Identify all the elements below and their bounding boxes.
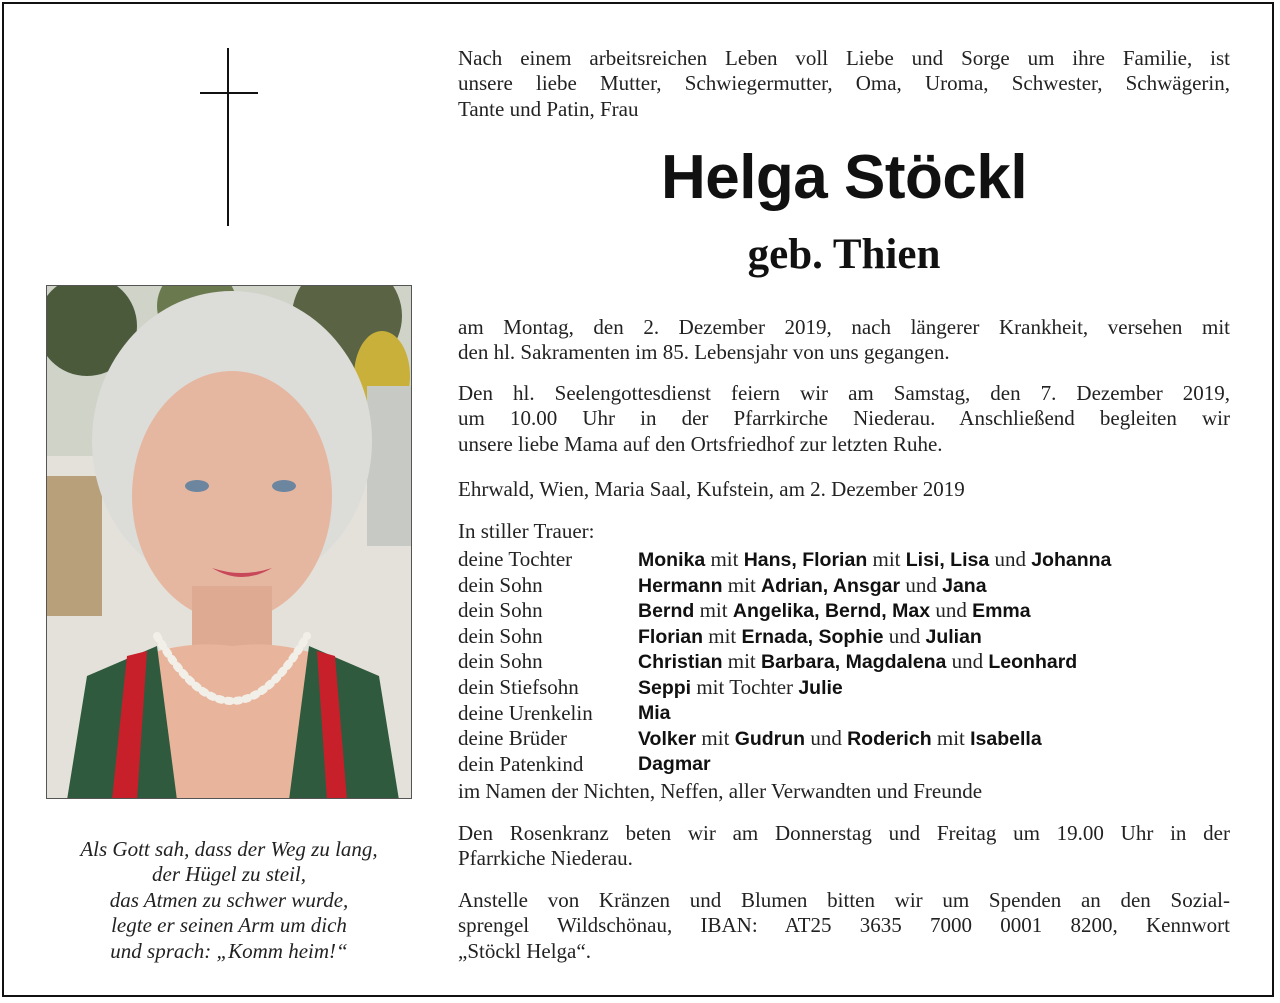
text-line: „Stöckl Helga“. [458,938,591,963]
mourner-name: Barbara, Magdalena [761,651,947,674]
mourner-relation: dein Sohn [458,623,543,648]
birth-name: geb. Thien [747,231,941,278]
mourner-relation: dein Patenkind [458,751,584,776]
mourner-names [638,573,987,600]
mourner-row [458,649,1230,675]
text-line: unsere liebe Mama auf den Ortsfriedhof zur letzten Ruhe. [458,431,943,456]
mourner-names [638,701,671,727]
mourner-name: Isabella [970,728,1042,751]
text-line: sprengel Wildschönau, IBAN: AT25 3635 7000 0001 8200, Kennwort [458,913,1230,938]
mourner-relation: dein Stiefsohn [458,674,579,699]
death-notice [458,315,1230,366]
mourner-connector: und [989,547,1032,571]
mourner-name: Ernada, Sophie [741,625,884,648]
mourner-names [638,624,982,651]
mourner-connector: mit [696,726,735,751]
mourner-name: Roderich [847,728,932,751]
text-line: am Montag, den 2. Dezember 2019, nach längerer Krankheit, versehen mit [458,315,1230,339]
funeral-info [458,381,1230,457]
mourner-row [458,752,1230,778]
mourner-name: Emma [972,600,1031,623]
mourner-connector: und [946,649,989,674]
donation-info [458,888,1230,964]
mourner-connector: mit [694,598,733,623]
mourner-name: Adrian, Ansgar [761,574,901,597]
text-line: Tante und Patin, Frau [458,96,639,121]
mourner-name: Monika [638,549,706,571]
mourner-name: Bernd [638,600,695,623]
mourner-row [458,701,1230,727]
mourner-names [638,649,1077,676]
text-line: Nach einem arbeitsreichen Leben voll Liebe und Sorge um ihre Familie, ist [458,46,1230,70]
mourner-connector: mit [931,726,971,751]
poem-line: und sprach: „Komm heim!“ [110,938,348,963]
text-line: Anstelle von Kränzen und Blumen bitten wir um Spenden an den Sozial- [458,888,1230,912]
place-date: Ehrwald, Wien, Maria Saal, Kufstein, am 2. Dezember 2019 [458,477,965,501]
mourner-relation: dein Sohn [458,649,543,674]
mourner-connector: mit [722,572,762,597]
mourner-name: Angelika, Bernd, Max [732,600,931,623]
mourner-row [458,598,1230,624]
mourner-name: Florian [638,625,704,648]
mourner-name: Lisi, Lisa [905,549,990,571]
memorial-poem [34,837,424,964]
mourner-relation: dein Sohn [458,572,543,597]
text-line: den hl. Sakramenten im 85. Lebensjahr von uns gegangen. [458,340,950,365]
mourner-row [458,624,1230,650]
text-line: Den Rosenkranz beten wir am Donnerstag und Freitag um 19.00 Uhr in der [458,821,1230,845]
mourners-list [458,547,1230,777]
deceased-name: Helga Stöckl [660,143,1028,212]
closing-line: im Namen der Nichten, Neffen, aller Verwandten und Freunde [458,779,983,803]
mourner-name: Dagmar [638,752,711,775]
mourner-names [638,598,1031,625]
mourner-relation: deine Tochter [458,547,573,571]
mourner-names [638,752,711,778]
mourner-name: Hans, Florian [743,549,868,571]
mourner-name: Seppi [638,676,692,699]
intro-text [458,46,1230,122]
mourner-name: Christian [638,651,723,674]
mourner-connector: und [805,726,848,751]
mourner-name: Jana [942,574,987,597]
mourner-name: Julie [798,676,843,699]
mourner-connector: mit [705,547,744,571]
poem-line: das Atmen zu schwer wurde, [109,887,349,912]
mourner-row [458,726,1230,752]
mourner-connector: mit [722,649,762,674]
mourner-names [638,547,1111,574]
mourner-name: Volker [638,728,697,751]
poem-line: legte er seinen Arm um dich [111,913,347,938]
mourner-name: Hermann [638,574,723,597]
mourner-name: Leonhard [988,651,1078,674]
text-line: Den hl. Seelengottesdienst feiern wir am Samstag, den 7. Dezember 2019, [458,381,1230,405]
mourner-relation: deine Urenkelin [458,700,593,725]
mourner-name: Julian [925,625,982,648]
mourner-connector: und [930,598,973,623]
mourner-connector: mit [867,547,906,571]
mourner-connector: mit Tochter [691,674,799,699]
text-line: um 10.00 Uhr in der Pfarrkirche Niederau. Anschließend begleiten wir [458,406,1230,431]
obituary-card [2,2,1274,997]
mourner-connector: und [900,572,943,597]
mourning-title: In stiller Trauer: [458,519,595,543]
text-line: unsere liebe Mutter, Schwiegermutter, Oma, Uroma, Schwester, Schwägerin, [458,71,1230,96]
text-line: Pfarrkiche Niederau. [458,846,633,871]
mourner-relation: deine Brüder [458,726,568,751]
mourner-row [458,573,1230,599]
portrait-photo [46,285,412,799]
mourner-connector: mit [703,623,742,648]
rosary-info [458,821,1230,872]
mourner-row [458,547,1230,573]
mourner-relation: dein Sohn [458,598,543,623]
mourner-names [638,726,1042,753]
mourner-names [638,675,843,702]
mourner-name: Mia [638,701,671,724]
mourner-name: Johanna [1031,549,1112,571]
poem-line: Als Gott sah, dass der Weg zu lang, [80,837,378,861]
mourner-connector: und [883,623,926,648]
mourner-row [458,675,1230,701]
mourner-name: Gudrun [734,728,806,751]
poem-line: der Hügel zu steil, [152,862,306,887]
